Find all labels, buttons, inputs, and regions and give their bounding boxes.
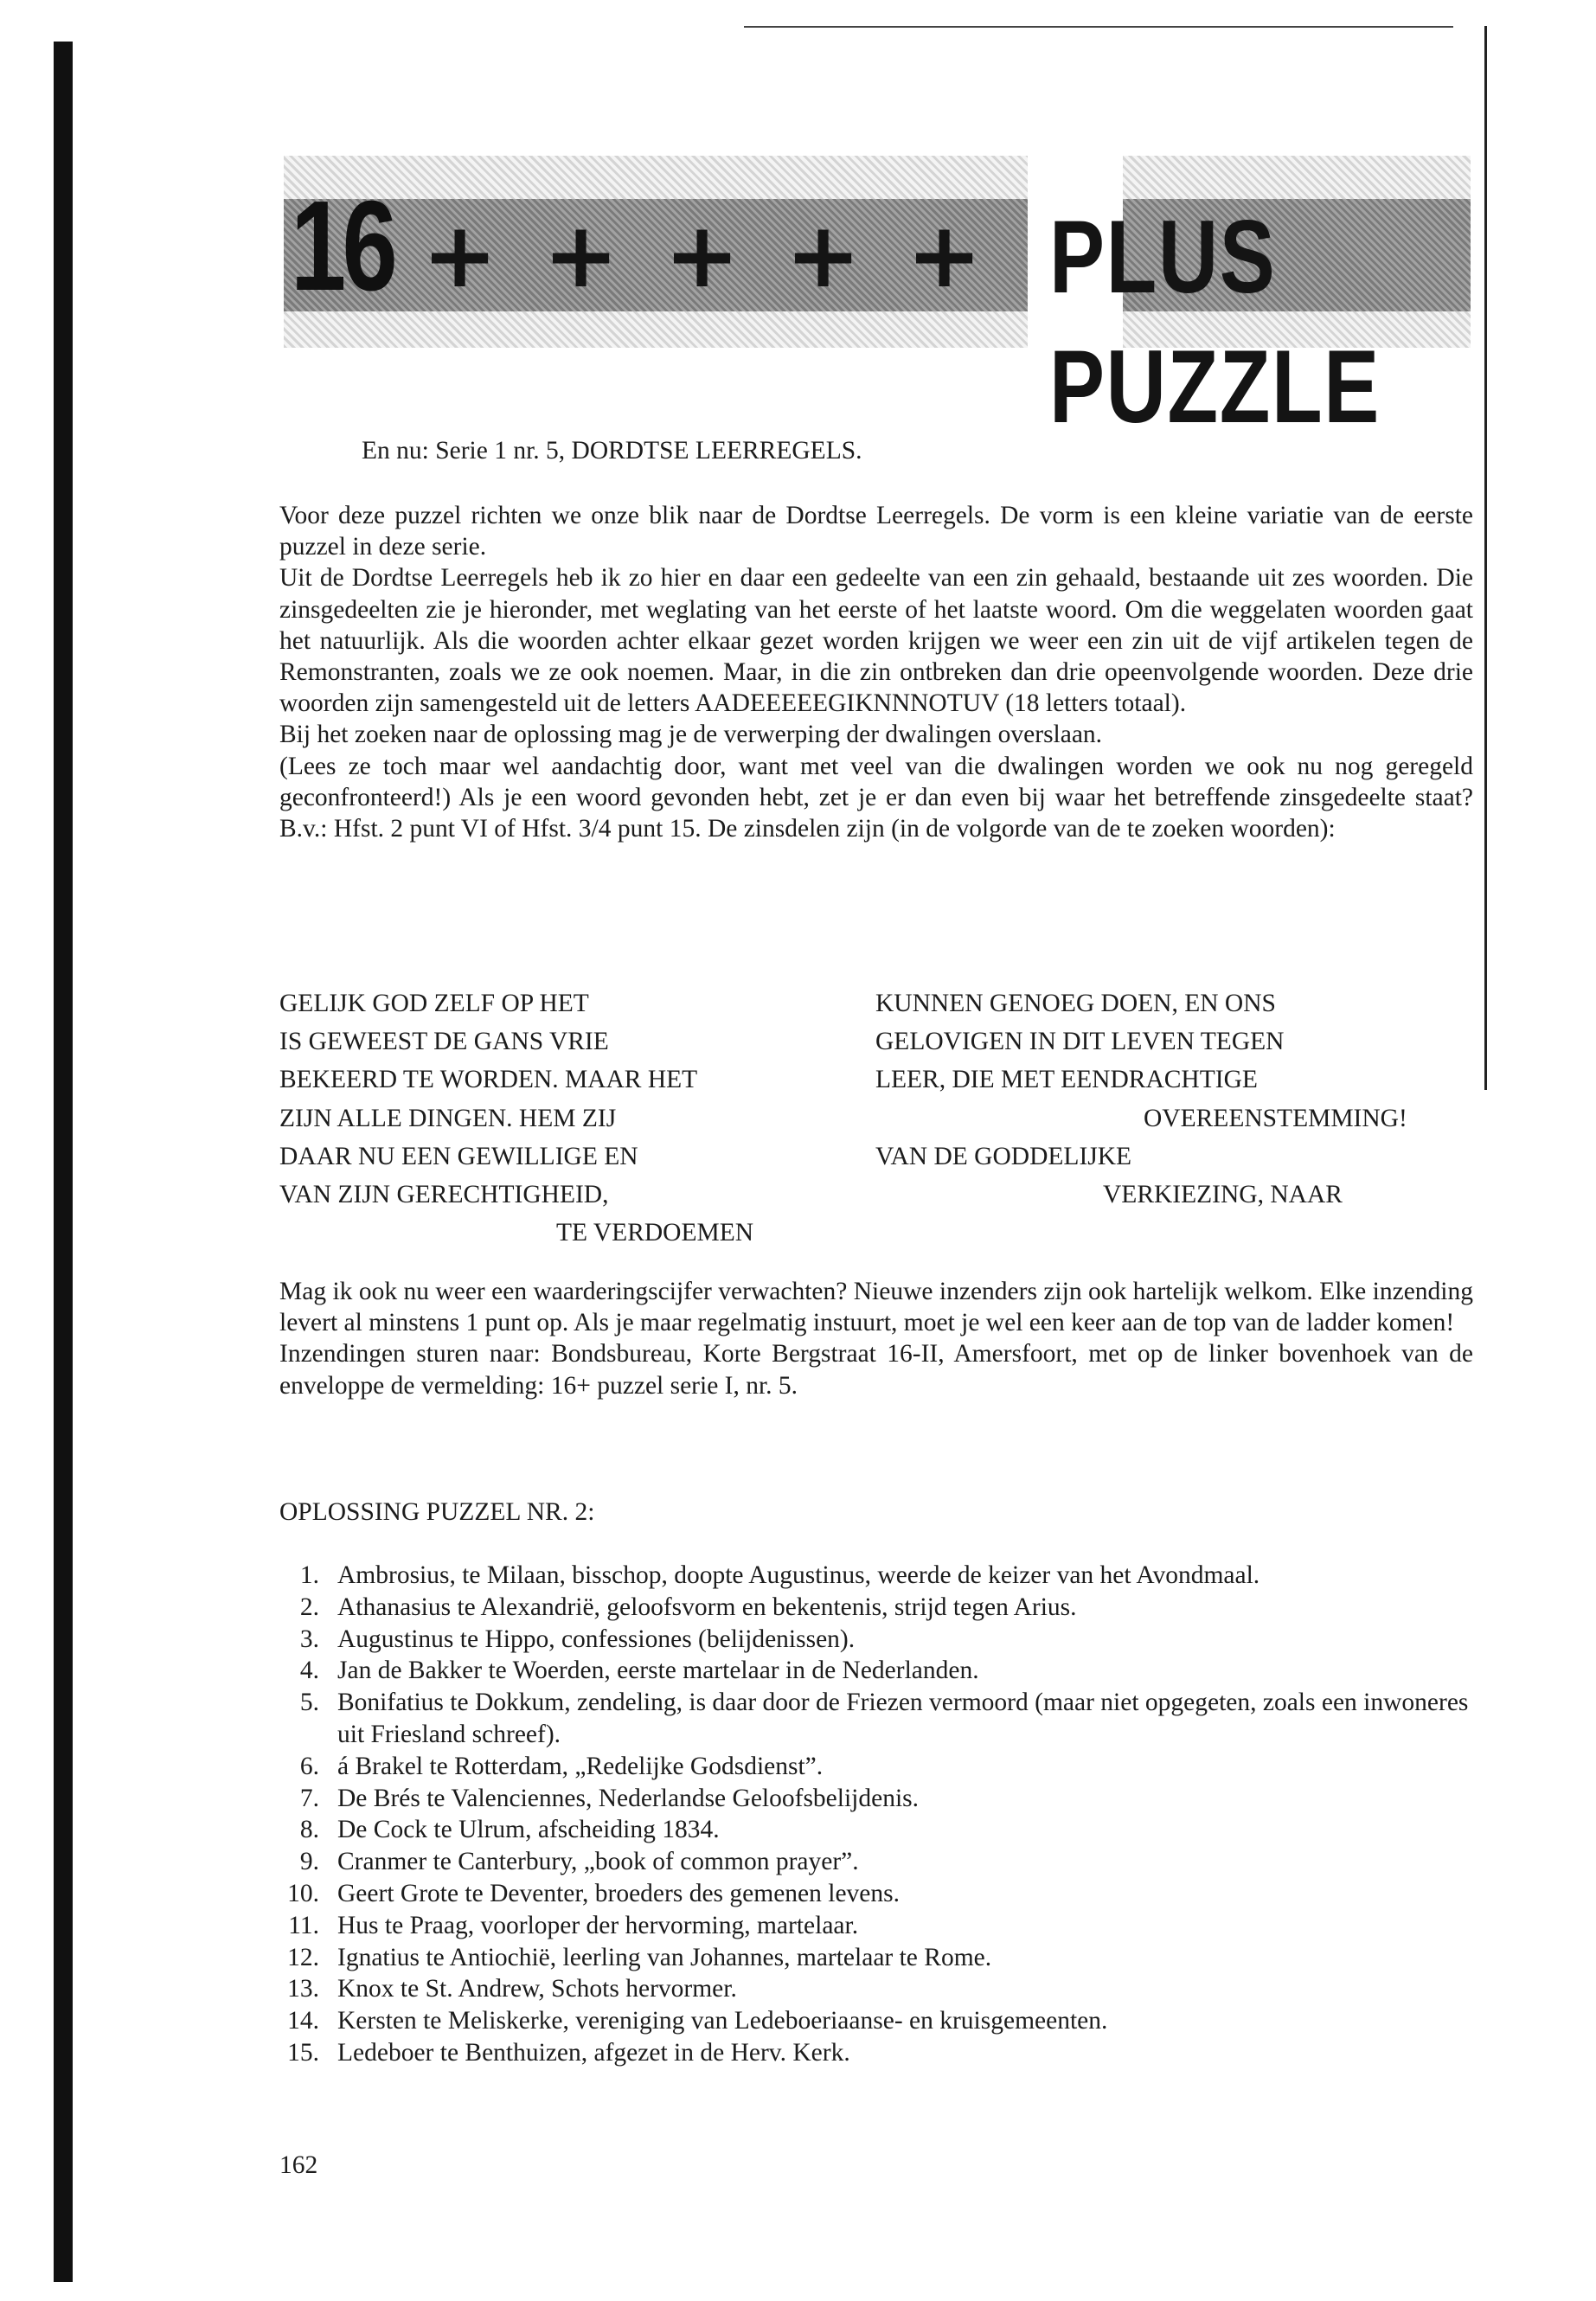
- subtitle: En nu: Serie 1 nr. 5, DORDTSE LEERREGELS.: [362, 437, 862, 465]
- solution-item: [279, 1910, 1473, 1942]
- solution-item: [279, 1846, 1473, 1878]
- item-number: 3.: [299, 1625, 319, 1653]
- solution-item: [279, 1783, 1473, 1815]
- item-text: Geert Grote te Deventer, broeders des gemenen levens.: [337, 1879, 900, 1907]
- fragment: GELOVIGEN IN DIT LEVEN TEGEN: [875, 1028, 1285, 1056]
- plus-icon: +: [543, 202, 619, 308]
- item-number: 1.: [299, 1561, 319, 1589]
- solution-item: [279, 1624, 1473, 1656]
- item-text: Augustinus te Hippo, confessiones (belijdenissen).: [337, 1625, 856, 1653]
- item-text: Bonifatius te Dokkum, zendeling, is daar door de Friezen vermoord (maar niet opgegeten, zoals een inwoneres uit Friesland schreef).: [337, 1689, 1469, 1748]
- fragment: VERKIEZING, NAAR: [1103, 1181, 1343, 1209]
- plus-icon: +: [422, 202, 498, 308]
- fragments-right: [875, 984, 1407, 1214]
- item-number: 13.: [287, 1975, 319, 2003]
- item-number: 15.: [287, 2038, 319, 2067]
- solution-item: [279, 1592, 1473, 1624]
- note-paragraph: Mag ik ook nu weer een waarderingscijfer verwachten? Nieuwe inzenders zijn ook hartelijk welkom. Elke inzending levert al minstens 1 punt op. Als je maar regelmatig instuurt, moet je wel een keer aan de top van de ladder komen!: [279, 1278, 1473, 1337]
- item-number: 6.: [299, 1752, 319, 1780]
- item-text: De Cock te Ulrum, afscheiding 1834.: [337, 1816, 720, 1844]
- puzzle-banner: [284, 156, 1471, 445]
- fragment: IS GEWEEST DE GANS VRIE: [279, 1028, 609, 1056]
- intro-paragraph: (Lees ze toch maar wel aandachtig door, want met veel van die dwalingen worden we ook nu nog geregeld geconfronteerd!) Als je een woord gevonden hebt, zet je er dan even bij waar het betreffende zinsgedeelte staat? B.v.: Hfst. 2 punt VI of Hfst. 3/4 punt 15. De zinsdelen zijn (in de volgorde van de te zoeken woorden):: [279, 752, 1473, 843]
- item-text: á Brakel te Rotterdam, „Redelijke Godsdienst”.: [337, 1752, 824, 1780]
- solution-item: [279, 1751, 1473, 1783]
- solution-item: [279, 1655, 1473, 1687]
- item-text: Ignatius te Antiochië, leerling van Johannes, martelaar te Rome.: [337, 1943, 992, 1971]
- banner-number: 16: [291, 175, 394, 317]
- fragment: BEKEERD TE WORDEN. MAAR HET: [279, 1066, 698, 1094]
- item-text: Jan de Bakker te Woerden, eerste martelaar in de Nederlanden.: [337, 1657, 979, 1685]
- solution-item: [279, 1942, 1473, 1974]
- solution-item: [279, 1878, 1473, 1910]
- fragment: KUNNEN GENOEG DOEN, EN ONS: [875, 990, 1276, 1017]
- item-text: Kersten te Meliskerke, vereniging van Ledeboeriaanse- en kruisgemeenten.: [337, 2007, 1108, 2035]
- solution-list: [279, 1560, 1473, 2069]
- solution-item: [279, 1560, 1473, 1592]
- intro-paragraph: Uit de Dordtse Leerregels heb ik zo hier en daar een gedeelte van een zin gehaald, bestaande uit zes woorden. Die zinsgedeelten zie je hieronder, met weglating van het eerste of het laatste woord. Om die weggelaten woorden gaat het natuurlijk. Als die woorden achter elkaar gezet worden krijgen we weer een zin uit de vijf artikelen tegen de Remonstranten, zoals we ze ook noemen. Maar, in die zin ontbreken dan drie opeenvolgende woorden. Deze drie woorden zijn samengesteld uit de letters AADEEEEEGIKNNNOTUV (18 letters totaal).: [279, 564, 1473, 718]
- right-rule: [1484, 26, 1487, 1090]
- fragment: GELIJK GOD ZELF OP HET: [279, 990, 589, 1017]
- fragment: LEER, DIE MET EENDRACHTIGE: [875, 1066, 1258, 1094]
- solution-item: [279, 2037, 1473, 2069]
- banner-title: PLUS PUZZLE: [1049, 199, 1381, 445]
- item-number: 7.: [299, 1784, 319, 1812]
- item-number: 14.: [287, 2007, 319, 2035]
- item-number: 8.: [299, 1816, 319, 1844]
- fragment: ZIJN ALLE DINGEN. HEM ZIJ: [279, 1104, 617, 1132]
- solution-item: [279, 1687, 1473, 1751]
- intro-text: [279, 500, 1473, 844]
- intro-paragraph: Bij het zoeken naar de oplossing mag je de verwerping der dwalingen overslaan.: [279, 721, 1103, 749]
- item-text: Knox te St. Andrew, Schots hervormer.: [337, 1975, 737, 2003]
- scan-margin-bar: [54, 42, 73, 2282]
- plus-icon: +: [664, 202, 740, 308]
- item-number: 10.: [287, 1879, 319, 1907]
- top-rule: [744, 26, 1453, 28]
- fragment: OVEREENSTEMMING!: [1144, 1104, 1407, 1132]
- plus-icon: +: [785, 202, 862, 308]
- note-paragraph: Inzendingen sturen naar: Bondsbureau, Korte Bergstraat 16-II, Amersfoort, met op de linker bovenhoek van de enveloppe de vermelding: 16+ puzzel serie I, nr. 5.: [279, 1340, 1473, 1400]
- fragments-left: [279, 984, 753, 1252]
- solution-heading: OPLOSSING PUZZEL NR. 2:: [279, 1498, 595, 1526]
- plus-icon: +: [907, 202, 983, 308]
- item-text: Hus te Praag, voorloper der hervorming, martelaar.: [337, 1911, 859, 1939]
- item-number: 12.: [287, 1943, 319, 1971]
- item-text: Ledeboer te Benthuizen, afgezet in de Herv. Kerk.: [337, 2038, 850, 2067]
- item-text: Cranmer te Canterbury, „book of common prayer”.: [337, 1848, 859, 1876]
- item-number: 5.: [299, 1689, 319, 1717]
- item-number: 11.: [288, 1911, 319, 1939]
- solution-item: [279, 1814, 1473, 1846]
- solution-item: [279, 1973, 1473, 2005]
- item-number: 4.: [299, 1657, 319, 1685]
- item-number: 2.: [299, 1593, 319, 1621]
- item-text: Ambrosius, te Milaan, bisschop, doopte Augustinus, weerde de keizer van het Avondmaal.: [337, 1561, 1260, 1589]
- item-number: 9.: [299, 1848, 319, 1876]
- solution-item: [279, 2005, 1473, 2037]
- intro-paragraph: Voor deze puzzel richten we onze blik naar de Dordtse Leerregels. De vorm is een kleine variatie van de eerste puzzel in deze serie.: [279, 502, 1473, 561]
- item-text: Athanasius te Alexandrië, geloofsvorm en bekentenis, strijd tegen Arius.: [337, 1593, 1077, 1621]
- page-number: 162: [279, 2151, 318, 2179]
- fragment: VAN ZIJN GERECHTIGHEID,: [279, 1181, 609, 1209]
- fragment: DAAR NU EEN GEWILLIGE EN: [279, 1142, 638, 1170]
- fragment: VAN DE GODDELIJKE: [875, 1142, 1132, 1170]
- item-text: De Brés te Valenciennes, Nederlandse Geloofsbelijdenis.: [337, 1784, 920, 1812]
- fragment: TE VERDOEMEN: [556, 1219, 754, 1247]
- submission-note: [279, 1276, 1473, 1401]
